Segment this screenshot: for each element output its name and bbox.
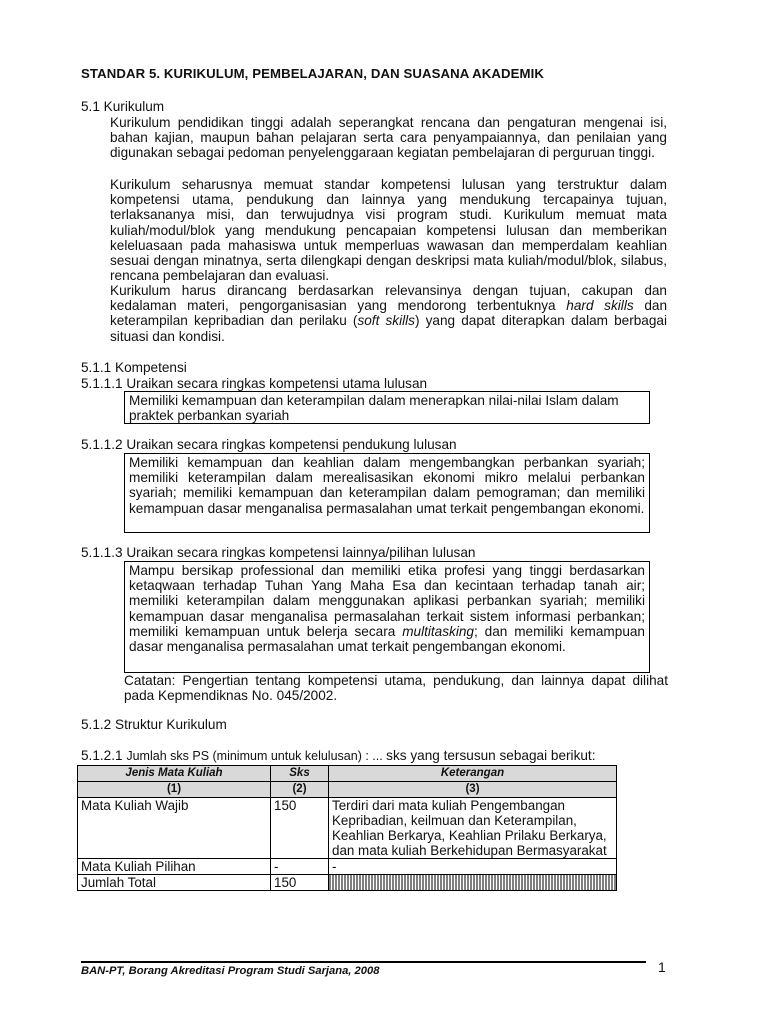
sks-cell: 150 <box>271 875 329 891</box>
catatan-note: Catatan: Pengertian tentang kompetensi utama, pendukung, dan lainnya dapat dilihat pada Kepmendiknas No. 045/2002. <box>124 673 668 704</box>
kompetensi-utama-box: Memiliki kemampuan dan keterampilan dalam menerapkan nilai-nilai Islam dalam praktek perbankan syariah <box>124 391 650 424</box>
struktur-kurikulum-title: 5.1.2 Struktur Kurikulum <box>81 717 227 732</box>
number-cell: (3) <box>329 782 617 798</box>
keterangan-cell: - <box>329 859 617 875</box>
kurikulum-paragraph-1: Kurikulum pendidikan tinggi adalah seperangkat rencana dan pengaturan mengenai isi, bahan kajian, maupun bahan pelajaran serta cara penyampaiannya, dan penilaian yang digunakan sebagai pedoman penyelenggaraan kegiatan pembelajaran di perguruan tinggi. <box>110 115 667 161</box>
table-number-row <box>78 782 617 798</box>
jenis-cell: Mata Kuliah Pilihan <box>78 859 271 875</box>
table-row <box>78 798 617 859</box>
jenis-cell: Jumlah Total <box>78 875 271 891</box>
number-cell: (2) <box>271 782 329 798</box>
sks-cell: 150 <box>271 798 329 859</box>
table-row <box>78 875 617 891</box>
jenis-cell: Mata Kuliah Wajib <box>78 798 271 859</box>
section-5-1-title: 5.1 Kurikulum <box>81 99 165 114</box>
header-sks: Sks <box>271 766 329 782</box>
kompetensi-pendukung-label: 5.1.1.2 Uraikan secara ringkas kompetensi pendukung lulusan <box>81 437 457 452</box>
sks-table <box>77 765 617 891</box>
footer-divider <box>81 961 646 963</box>
footer-text: BAN-PT, Borang Akreditasi Program Studi Sarjana, 2008 <box>81 965 380 977</box>
page-number: 1 <box>658 959 666 975</box>
kompetensi-lainnya-label: 5.1.1.3 Uraikan secara ringkas kompetensi lainnya/pilihan lulusan <box>81 545 476 560</box>
kompetensi-lainnya-box: Mampu bersikap professional dan memiliki etika profesi yang tinggi berdasarkan ketaqwaan terhadap Tuhan Yang Maha Esa dan kecintaan terhadap tanah air; memiliki keterampilan dalam menggunakan aplikasi perbankan syariah; memiliki kemampuan dasar menganalisa permasalahan terkait sistem informasi perbankan; memiliki kemampuan untuk belerja secara multitasking; dan memiliki kemampuan dasar menganalisa permasalahan umat terkait pengembangan ekonomi. <box>124 561 650 673</box>
kompetensi-utama-label: 5.1.1.1 Uraikan secara ringkas kompetensi utama lulusan <box>81 376 428 391</box>
number-cell: (1) <box>78 782 271 798</box>
keterangan-cell: Terdiri dari mata kuliah Pengembangan Kepribadian, keilmuan dan Keterampilan, Keahlian Berkarya, Keahlian Prilaku Berkarya, dan mata kuliah Berkehidupan Bermasyarakat <box>329 798 617 859</box>
hatched-cell <box>329 875 617 891</box>
sks-cell: - <box>271 859 329 875</box>
table-row <box>78 859 617 875</box>
header-keterangan: Keterangan <box>329 766 617 782</box>
kurikulum-paragraph-3: Kurikulum harus dirancang berdasarkan relevansinya dengan tujuan, cakupan dan kedalaman materi, pengorganisasian yang mendorong terbentuknya hard skills dan keterampilan kepribadian dan perilaku (soft skills) yang dapat diterapkan dalam berbagai situasi dan kondisi. <box>110 283 668 344</box>
table-header-row <box>78 766 617 782</box>
header-jenis: Jenis Mata Kuliah <box>78 766 271 782</box>
jumlah-sks-label: 5.1.2.1 Jumlah sks PS (minimum untuk kelulusan) : ... sks yang tersusun sebagai berikut: <box>81 748 596 763</box>
kompetensi-pendukung-box: Memiliki kemampuan dan keahlian dalam mengembangkan perbankan syariah; memiliki keterampilan dalam merealisasikan ekonomi mikro melalui perbankan syariah; memiliki kemampuan dan keterampilan dalam pemograman; dan memiliki kemampuan dasar menganalisa permasalahan umat terkait pengembangan ekonomi. <box>124 453 650 533</box>
kurikulum-paragraph-2: Kurikulum seharusnya memuat standar kompetensi lulusan yang terstruktur dalam kompetensi utama, pendukung dan lainnya yang mendukung tercapainya tujuan, terlaksananya misi, dan terwujudnya visi program studi. Kurikulum memuat mata kuliah/modul/blok yang mendukung pencapaian kompetensi lulusan dan memberikan keleluasaan pada mahasiswa untuk memperluas wawasan dan memperdalam keahlian sesuai dengan minatnya, serta dilengkapi dengan deskripsi mata kuliah/modul/blok, silabus, rencana pembelajaran dan evaluasi. <box>110 177 667 284</box>
kompetensi-title: 5.1.1 Kompetensi <box>81 360 187 375</box>
page-title: STANDAR 5. KURIKULUM, PEMBELAJARAN, DAN SUASANA AKADEMIK <box>81 66 545 81</box>
